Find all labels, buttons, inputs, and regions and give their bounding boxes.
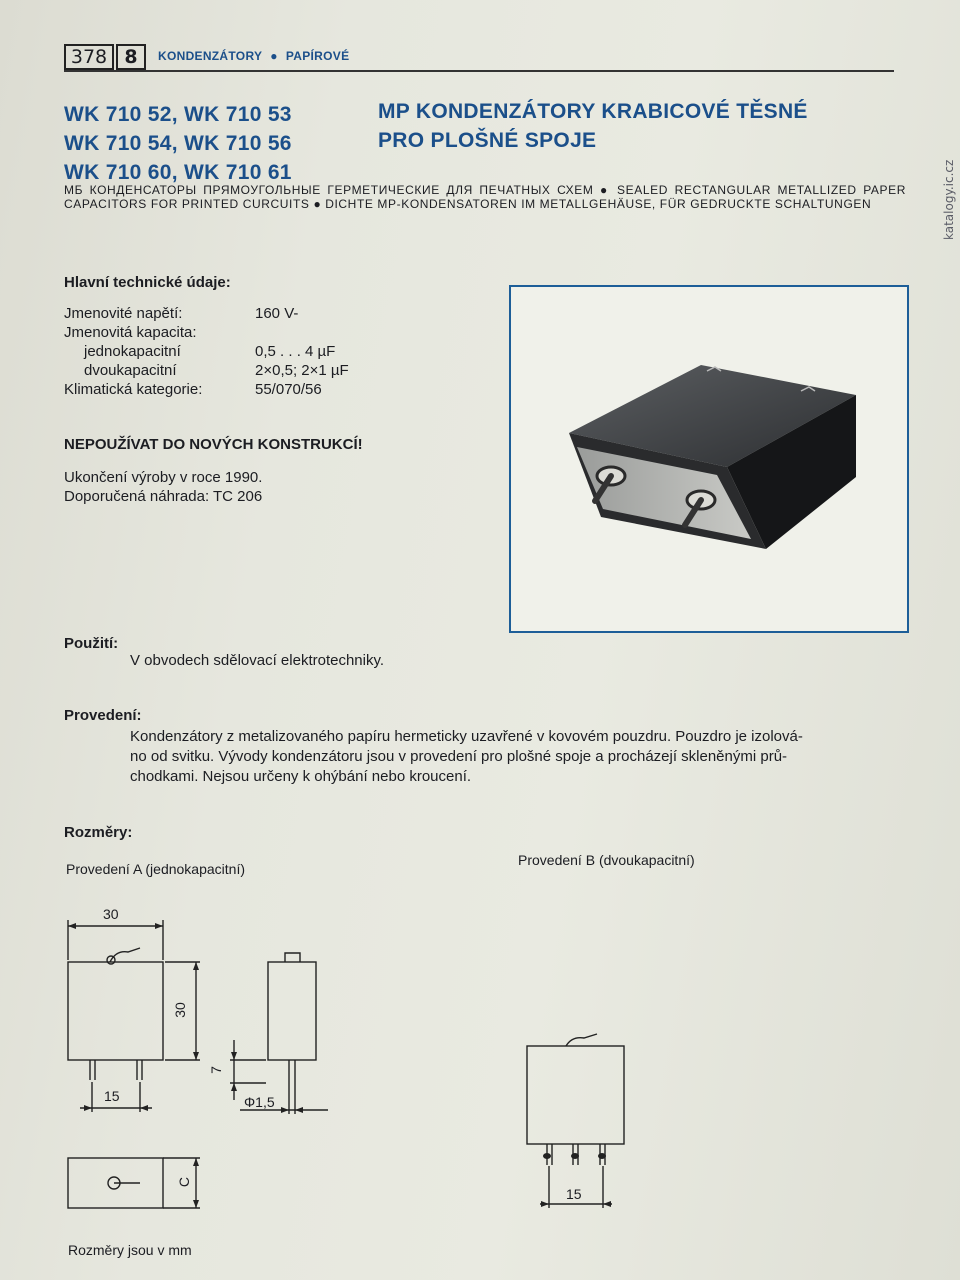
dim-diameter-label: Φ1,5 (244, 1094, 275, 1110)
usage-heading: Použití: (64, 635, 119, 652)
single-capacity-value: 0,5 . . . 4 µF (255, 343, 336, 360)
variant-b-label: Provedení B (dvoukapacitní) (518, 852, 695, 868)
voltage-label: Jmenovité napětí: (64, 305, 183, 322)
title-line-1: MP KONDENZÁTORY KRABICOVÉ TĚSNÉ (378, 100, 808, 123)
subcategory-label: PAPÍROVÉ (285, 49, 350, 63)
single-capacity-label: jednokapacitní (84, 343, 181, 360)
climate-label: Klimatická kategorie: (64, 381, 203, 398)
variant-a-label: Provedení A (jednokapacitní) (66, 861, 246, 877)
voltage-value: 160 V- (255, 305, 299, 322)
climate-value: 55/070/56 (255, 381, 322, 398)
end-of-production: Ukončení výroby v roce 1990. (64, 469, 263, 486)
dim-c-label: C (176, 1176, 193, 1188)
type-line-2: WK 710 54, WK 710 56 (64, 132, 292, 155)
warning-text: NEPOUŽÍVAT DO NOVÝCH KONSTRUKCÍ! (64, 436, 363, 453)
dim-pitch-b-label: 15 (566, 1186, 582, 1202)
watermark: katalogy.ic.cz (942, 159, 956, 240)
specs-heading: Hlavní technické údaje: (64, 274, 231, 291)
design-line-2: no od svitku. Vývody kondenzátoru jsou v provedení pro plošné spoje a procházejí skleněnými prů- (130, 748, 788, 765)
usage-text: V obvodech sdělovací elektrotechniky. (130, 652, 385, 669)
design-line-3: chodkami. Nejsou určeny k ohýbání nebo kroucení. (130, 768, 472, 785)
double-capacity-value: 2×0,5; 2×1 µF (255, 362, 349, 379)
type-line-3: WK 710 60, WK 710 61 (64, 161, 292, 184)
dim-height-label: 30 (171, 1002, 188, 1018)
dimensions-note: Rozměry jsou v mm (68, 1242, 192, 1258)
capacity-label: Jmenovitá kapacita: (64, 324, 197, 341)
type-line-1: WK 710 52, WK 710 53 (64, 103, 292, 126)
section-number: 8 (116, 44, 146, 70)
category-label: KONDENZÁTORY (158, 49, 263, 63)
dim-pitch-a-label: 15 (104, 1088, 120, 1104)
design-line-1: Kondenzátory z metalizovaného papíru hermeticky uzavřené v kovovém pouzdru. Pouzdro je izolová- (130, 728, 803, 745)
dimensions-heading: Rozměry: (64, 824, 133, 841)
dim-width-label: 30 (103, 906, 119, 922)
separator-dot: ● (270, 49, 278, 63)
multilingual-subtitle: МБ КОНДЕНСАТОРЫ ПРЯМОУГОЛЬНЫЕ ГЕРМЕТИЧЕСКИЕ ДЛЯ ПЕЧАТНЫХ СХЕМ ● SEALED RECTANGULAR METALLIZED PAPER CAPACITORS FOR PRINTED CURCUITS ● DICHTE MP-KONDENSATOREN IM METALLGEHÄUSE, FÜR GEDRUCKTE SCHALTUNGEN (64, 183, 906, 211)
page-number: 378 (64, 44, 114, 70)
replacement: Doporučená náhrada: TC 206 (64, 488, 263, 505)
design-heading: Provedení: (64, 707, 142, 724)
variant-b-front-body (527, 1046, 624, 1144)
dim-lead-label: 7 (207, 1066, 224, 1074)
variant-a-front-body (68, 962, 163, 1060)
double-capacity-label: dvoukapacitní (84, 362, 177, 379)
variant-a-side-body (268, 962, 316, 1060)
title-line-2: PRO PLOŠNÉ SPOJE (378, 129, 597, 152)
